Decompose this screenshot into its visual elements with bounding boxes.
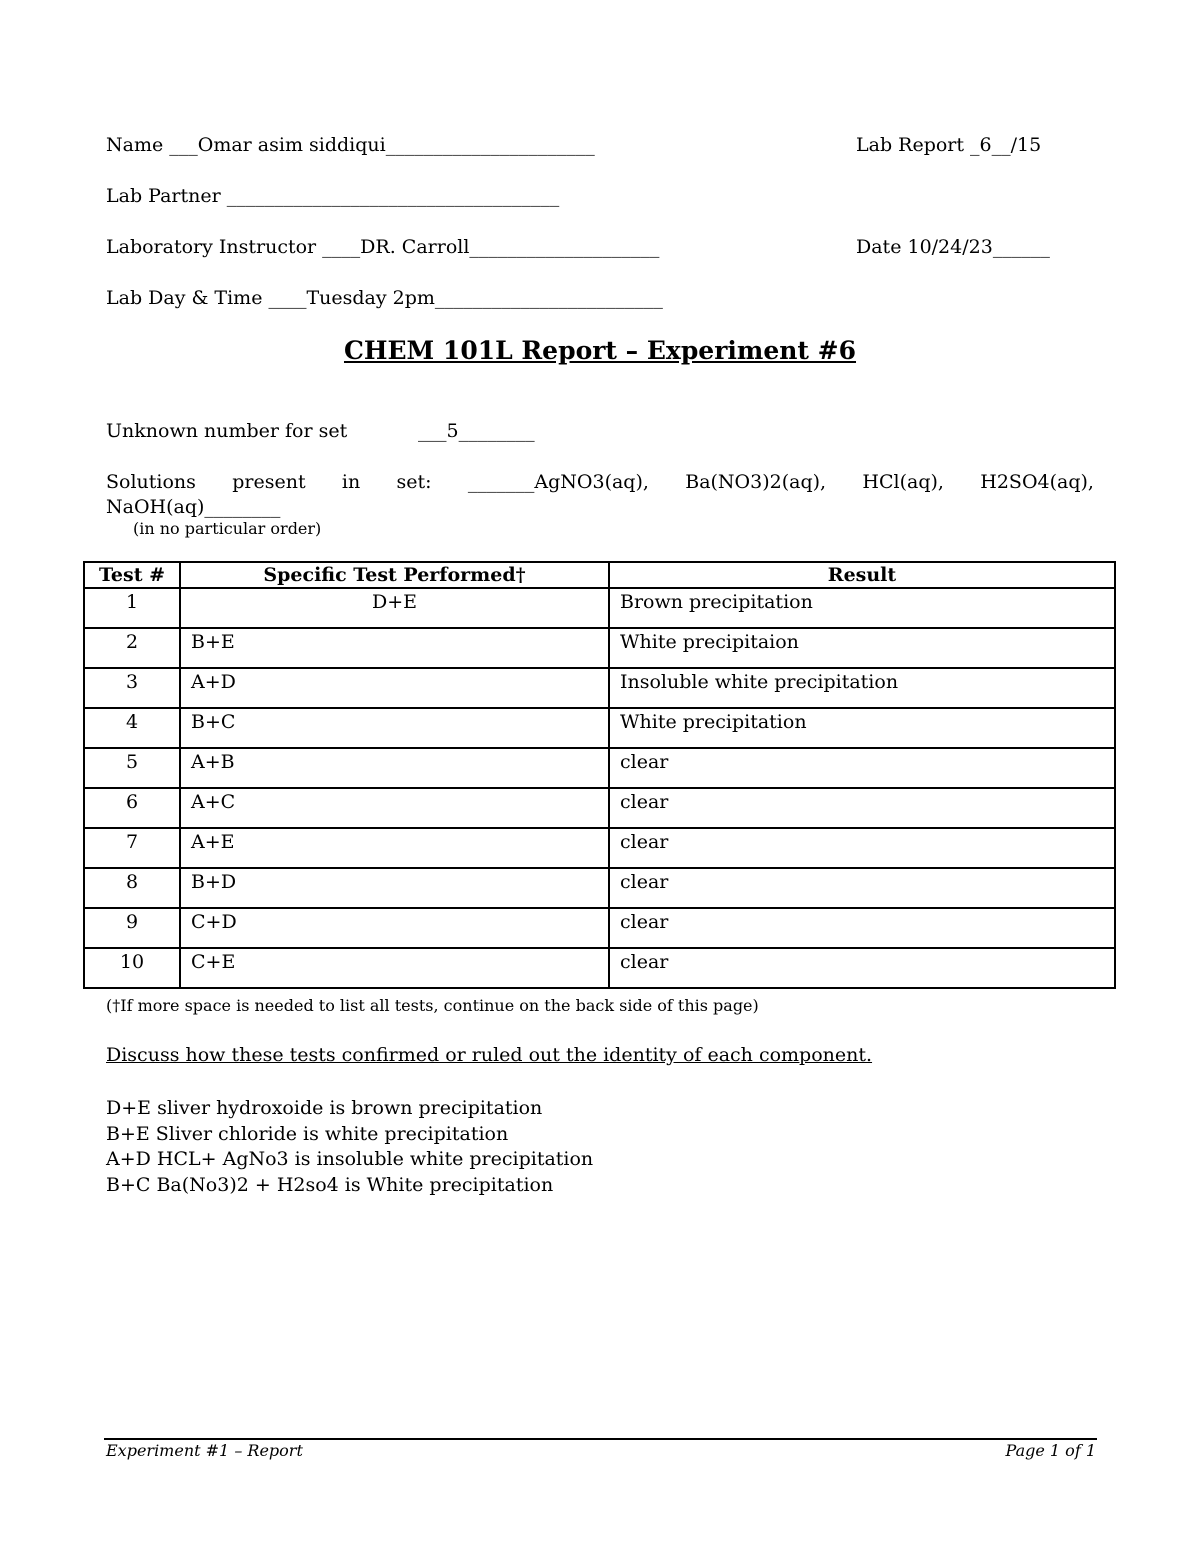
header-result: Result [609,562,1115,588]
lab-partner-field: Lab Partner ___________________________________ [106,185,560,207]
date-field: Date 10/24/23______ [856,236,1050,258]
solutions-word: Ba(NO3)2(aq), [685,471,827,493]
lab-report-score: Lab Report _6__/15 [856,134,1042,156]
solutions-word: _______AgNO3(aq), [467,471,649,493]
footer-page-number: Page 1 of 1 [1005,1441,1096,1460]
test-performed: B+C [180,708,609,748]
test-number: 9 [84,908,180,948]
test-performed: A+E [180,828,609,868]
test-performed: A+C [180,788,609,828]
table-row [84,828,1115,868]
solutions-line-2: NaOH(aq)________ [106,496,281,518]
test-number: 8 [84,868,180,908]
solutions-word: Solutions [106,471,196,493]
test-result: clear [609,908,1115,948]
solutions-word: HCl(aq), [862,471,944,493]
header-test-number: Test # [84,562,180,588]
table-row [84,628,1115,668]
test-result: Brown precipitation [609,588,1115,628]
test-result: clear [609,868,1115,908]
footer-experiment-label: Experiment #1 – Report [106,1441,303,1460]
table-row [84,708,1115,748]
solutions-line [106,471,1094,493]
table-row [84,788,1115,828]
answer-line: B+C Ba(No3)2 + H2so4 is White precipitation [106,1173,554,1196]
test-number: 3 [84,668,180,708]
test-number: 4 [84,708,180,748]
test-result: clear [609,748,1115,788]
test-performed: A+B [180,748,609,788]
solutions-note: (in no particular order) [133,519,322,538]
test-result: clear [609,948,1115,988]
test-performed: C+D [180,908,609,948]
table-row [84,748,1115,788]
test-performed: B+E [180,628,609,668]
test-result: Insoluble white precipitation [609,668,1115,708]
solutions-word: set: [396,471,432,493]
test-performed: D+E [180,588,609,628]
test-results-table [83,561,1116,989]
test-number: 2 [84,628,180,668]
discussion-answers [106,1096,593,1198]
footer-divider [104,1438,1097,1440]
table-row [84,868,1115,908]
instructor-field: Laboratory Instructor ____DR. Carroll____________________ [106,236,660,258]
solutions-word: in [341,471,361,493]
solutions-word: present [232,471,306,493]
test-performed: A+D [180,668,609,708]
test-result: White precipitation [609,708,1115,748]
test-number: 7 [84,828,180,868]
test-number: 5 [84,748,180,788]
table-row [84,948,1115,988]
test-performed: C+E [180,948,609,988]
unknown-number-label: Unknown number for set [106,420,348,442]
table-row [84,588,1115,628]
report-title: CHEM 101L Report – Experiment #6 [343,336,857,365]
test-result: clear [609,828,1115,868]
table-row [84,908,1115,948]
table-footnote: (†If more space is needed to list all tests, continue on the back side of this page) [106,996,759,1015]
name-field: Name ___Omar asim siddiqui______________________ [106,134,595,156]
answer-line: D+E sliver hydroxoide is brown precipitation [106,1097,543,1119]
solutions-word: H2SO4(aq), [980,471,1094,493]
header-specific-test: Specific Test Performed† [180,562,609,588]
test-number: 10 [84,948,180,988]
answer-line: B+E Sliver chloride is white precipitation [106,1122,509,1145]
lab-day-time-field: Lab Day & Time ____Tuesday 2pm________________________ [106,287,663,309]
answer-line: A+D HCL+ AgNo3 is insoluble white precipitation [106,1148,594,1170]
test-number: 6 [84,788,180,828]
unknown-number-value: ___5________ [418,420,535,442]
test-number: 1 [84,588,180,628]
test-performed: B+D [180,868,609,908]
discussion-prompt: Discuss how these tests confirmed or ruled out the identity of each component. [106,1044,873,1066]
table-row [84,668,1115,708]
table-header-row [84,562,1115,588]
test-result: White precipitaion [609,628,1115,668]
test-result: clear [609,788,1115,828]
